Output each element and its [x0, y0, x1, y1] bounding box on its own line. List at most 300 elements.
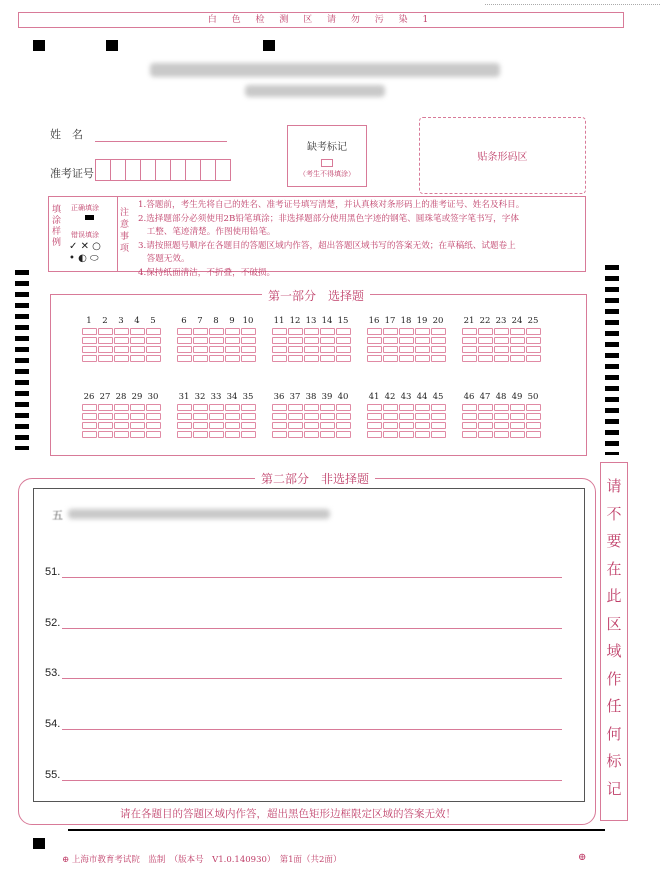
blurred-exam-subtitle — [245, 85, 385, 97]
question-number: 48 — [495, 392, 507, 402]
question-number: 33 — [210, 392, 222, 402]
answer-bubble-44-B[interactable] — [415, 413, 430, 420]
answer-bubble-1-D[interactable] — [82, 355, 97, 362]
answer-bubble-8-B[interactable] — [209, 337, 224, 344]
question-number: 39 — [321, 392, 333, 402]
answer-line[interactable] — [62, 728, 562, 730]
question-number: 40 — [337, 392, 349, 402]
answer-bubble-29-B[interactable] — [130, 413, 145, 420]
answer-bubble-23-D[interactable] — [494, 355, 509, 362]
question-number: 41 — [368, 392, 380, 402]
question-number: 25 — [527, 316, 539, 326]
answer-label: 55. — [45, 769, 61, 781]
answer-bubble-45-B[interactable] — [431, 413, 446, 420]
answer-bubble-21-C[interactable] — [462, 346, 477, 353]
answer-bubble-6-B[interactable] — [177, 337, 192, 344]
answer-bubble-47-D[interactable] — [478, 431, 493, 438]
answer-bubble-3-D[interactable] — [114, 355, 129, 362]
left-timing-marks — [15, 270, 29, 450]
answer-bubble-4-A[interactable] — [130, 328, 145, 335]
notice-line-2: 2.选择题部分必须使用2B铅笔填涂；非选择题部分使用黑色字迹的钢笔、圆珠笔或签字笔书写，字体 — [138, 213, 519, 224]
answer-bubble-4-C[interactable] — [130, 346, 145, 353]
answer-bubble-31-B[interactable] — [177, 413, 192, 420]
question-number: 3 — [118, 316, 124, 326]
question-number: 17 — [384, 316, 396, 326]
answer-bubble-34-D[interactable] — [225, 431, 240, 438]
alignment-mark — [33, 40, 45, 51]
bottom-warning: 请在各题目的答题区域内作答，超出黑色矩形边框限定区域的答案无效！ — [120, 808, 456, 820]
answer-bubble-36-D[interactable] — [272, 431, 287, 438]
answer-bubble-24-C[interactable] — [510, 346, 525, 353]
answer-bubble-32-D[interactable] — [193, 431, 208, 438]
notice-line-1: 1.答题前，考生先将自己的姓名、准考证号填写清楚，并认真核对条形码上的准考证号、姓名及科目。 — [138, 200, 525, 210]
answer-bubble-46-B[interactable] — [462, 413, 477, 420]
answer-bubble-39-C[interactable] — [320, 422, 335, 429]
answer-bubble-18-B[interactable] — [399, 337, 414, 344]
answer-bubble-7-C[interactable] — [193, 346, 208, 353]
answer-bubble-36-A[interactable] — [272, 404, 287, 411]
question-number: 27 — [99, 392, 111, 402]
answer-bubble-49-A[interactable] — [510, 404, 525, 411]
answer-bubble-13-C[interactable] — [304, 346, 319, 353]
answer-bubble-23-A[interactable] — [494, 328, 509, 335]
answer-line[interactable] — [62, 576, 562, 578]
answer-bubble-35-A[interactable] — [241, 404, 256, 411]
name-label: 姓 名 — [50, 128, 83, 141]
answer-bubble-36-B[interactable] — [272, 413, 287, 420]
wrong-mark-half-icon: ◐ — [78, 253, 87, 264]
answer-bubble-22-C[interactable] — [478, 346, 493, 353]
question-number: 50 — [527, 392, 539, 402]
question-number: 1 — [86, 316, 92, 326]
answer-bubble-22-A[interactable] — [478, 328, 493, 335]
answer-bubble-1-A[interactable] — [82, 328, 97, 335]
answer-bubble-5-C[interactable] — [146, 346, 161, 353]
wrong-mark-check-icon: ✓ — [69, 241, 78, 252]
blurred-exam-title — [150, 63, 500, 77]
answer-bubble-48-D[interactable] — [494, 431, 509, 438]
answer-bubble-50-C[interactable] — [526, 422, 541, 429]
answer-bubble-12-C[interactable] — [288, 346, 303, 353]
answer-bubble-14-C[interactable] — [320, 346, 335, 353]
answer-bubble-49-B[interactable] — [510, 413, 525, 420]
exam-id-label: 准考证号 — [50, 167, 94, 180]
answer-bubble-38-D[interactable] — [304, 431, 319, 438]
answer-bubble-6-C[interactable] — [177, 346, 192, 353]
sidebar-char: 作 — [606, 669, 622, 688]
answer-bubble-20-C[interactable] — [431, 346, 446, 353]
name-field[interactable] — [95, 140, 227, 142]
answer-bubble-47-B[interactable] — [478, 413, 493, 420]
answer-bubble-5-A[interactable] — [146, 328, 161, 335]
right-timing-marks — [605, 265, 619, 455]
answer-bubble-44-C[interactable] — [415, 422, 430, 429]
answer-bubble-38-B[interactable] — [304, 413, 319, 420]
answer-bubble-37-B[interactable] — [288, 413, 303, 420]
answer-bubble-34-C[interactable] — [225, 422, 240, 429]
question-number: 2 — [102, 316, 108, 326]
absent-mark-box — [287, 125, 367, 187]
answer-bubble-18-C[interactable] — [399, 346, 414, 353]
answer-bubble-20-D[interactable] — [431, 355, 446, 362]
answer-bubble-16-C[interactable] — [367, 346, 382, 353]
answer-bubble-10-C[interactable] — [241, 346, 256, 353]
wrong-fill-marks — [69, 241, 115, 265]
answer-bubble-19-C[interactable] — [415, 346, 430, 353]
answer-bubble-16-B[interactable] — [367, 337, 382, 344]
answer-bubble-27-B[interactable] — [98, 413, 113, 420]
answer-bubble-7-D[interactable] — [193, 355, 208, 362]
answer-bubble-33-C[interactable] — [209, 422, 224, 429]
question-number: 26 — [83, 392, 95, 402]
answer-bubble-42-B[interactable] — [383, 413, 398, 420]
answer-box — [33, 488, 585, 802]
answer-bubble-27-C[interactable] — [98, 422, 113, 429]
answer-bubble-12-D[interactable] — [288, 355, 303, 362]
answer-bubble-20-A[interactable] — [431, 328, 446, 335]
sidebar-char: 任 — [606, 697, 622, 715]
question-number: 18 — [400, 316, 412, 326]
question-number: 44 — [416, 392, 428, 402]
answer-bubble-27-D[interactable] — [98, 431, 113, 438]
answer-bubble-17-B[interactable] — [383, 337, 398, 344]
answer-bubble-24-B[interactable] — [510, 337, 525, 344]
answer-bubble-46-D[interactable] — [462, 431, 477, 438]
question-number: 5 — [150, 316, 156, 326]
notice-title: 注意事项 — [120, 208, 130, 254]
answer-bubble-37-D[interactable] — [288, 431, 303, 438]
answer-bubble-1-C[interactable] — [82, 346, 97, 353]
answer-bubble-19-B[interactable] — [415, 337, 430, 344]
answer-bubble-33-D[interactable] — [209, 431, 224, 438]
answer-bubble-37-C[interactable] — [288, 422, 303, 429]
wrong-mark-dot-icon: • — [69, 253, 75, 264]
answer-bubble-30-A[interactable] — [146, 404, 161, 411]
barcode-label: 贴条形码区 — [477, 152, 528, 163]
answer-bubble-39-D[interactable] — [320, 431, 335, 438]
answer-bubble-8-D[interactable] — [209, 355, 224, 362]
answer-bubble-38-A[interactable] — [304, 404, 319, 411]
answer-bubble-10-A[interactable] — [241, 328, 256, 335]
sidebar-char: 在 — [606, 559, 622, 578]
notice-line-6: 4.保持纸面清洁，不折叠，不破损。 — [138, 267, 276, 278]
answer-bubble-3-A[interactable] — [114, 328, 129, 335]
question-number: 28 — [115, 392, 127, 402]
answer-bubble-15-D[interactable] — [336, 355, 351, 362]
answer-bubble-33-B[interactable] — [209, 413, 224, 420]
answer-bubble-25-B[interactable] — [526, 337, 541, 344]
answer-bubble-26-B[interactable] — [82, 413, 97, 420]
question-number: 31 — [178, 392, 190, 402]
answer-bubble-49-D[interactable] — [510, 431, 525, 438]
answer-bubble-1-B[interactable] — [82, 337, 97, 344]
question-number: 10 — [242, 316, 254, 326]
answer-bubble-47-C[interactable] — [478, 422, 493, 429]
answer-bubble-30-C[interactable] — [146, 422, 161, 429]
answer-line[interactable] — [62, 779, 562, 781]
answer-bubble-9-C[interactable] — [225, 346, 240, 353]
answer-bubble-2-D[interactable] — [98, 355, 113, 362]
answer-bubble-43-A[interactable] — [399, 404, 414, 411]
answer-bubble-13-D[interactable] — [304, 355, 319, 362]
answer-bubble-22-B[interactable] — [478, 337, 493, 344]
answer-bubble-50-B[interactable] — [526, 413, 541, 420]
absent-checkbox — [321, 159, 333, 167]
answer-bubble-12-A[interactable] — [288, 328, 303, 335]
answer-bubble-35-C[interactable] — [241, 422, 256, 429]
absent-title: 缺考标记 — [307, 142, 347, 153]
exam-id-boxes[interactable] — [95, 159, 231, 181]
question-number: 29 — [131, 392, 143, 402]
answer-bubble-41-C[interactable] — [367, 422, 382, 429]
answer-label: 52. — [45, 617, 61, 629]
answer-bubble-40-A[interactable] — [336, 404, 351, 411]
answer-bubble-25-C[interactable] — [526, 346, 541, 353]
answer-bubble-34-B[interactable] — [225, 413, 240, 420]
answer-bubble-29-D[interactable] — [130, 431, 145, 438]
answer-bubble-11-B[interactable] — [272, 337, 287, 344]
answer-bubble-36-C[interactable] — [272, 422, 287, 429]
answer-bubble-9-D[interactable] — [225, 355, 240, 362]
answer-bubble-44-D[interactable] — [415, 431, 430, 438]
answer-bubble-5-B[interactable] — [146, 337, 161, 344]
correct-fill-mark — [85, 215, 94, 220]
answer-bubble-15-B[interactable] — [336, 337, 351, 344]
answer-bubble-3-C[interactable] — [114, 346, 129, 353]
white-detection-strip: 白 色 检 测 区 请 勿 污 染 1 — [18, 12, 624, 28]
answer-bubble-11-A[interactable] — [272, 328, 287, 335]
notice-lines — [138, 199, 583, 281]
answer-bubble-34-A[interactable] — [225, 404, 240, 411]
answer-bubble-15-C[interactable] — [336, 346, 351, 353]
absent-note: （考生不得填涂） — [299, 170, 355, 178]
answer-bubble-24-A[interactable] — [510, 328, 525, 335]
answer-bubble-37-A[interactable] — [288, 404, 303, 411]
answer-bubble-11-D[interactable] — [272, 355, 287, 362]
answer-bubble-25-D[interactable] — [526, 355, 541, 362]
part1-divider-left — [96, 294, 226, 295]
answer-bubble-47-A[interactable] — [478, 404, 493, 411]
answer-bubble-17-D[interactable] — [383, 355, 398, 362]
question-number: 47 — [479, 392, 491, 402]
answer-bubble-6-A[interactable] — [177, 328, 192, 335]
answer-bubble-40-C[interactable] — [336, 422, 351, 429]
answer-bubble-28-C[interactable] — [114, 422, 129, 429]
answer-bubble-28-B[interactable] — [114, 413, 129, 420]
question-number: 36 — [273, 392, 285, 402]
answer-bubble-14-B[interactable] — [320, 337, 335, 344]
question-number: 11 — [273, 316, 285, 326]
answer-bubble-14-A[interactable] — [320, 328, 335, 335]
answer-bubble-28-D[interactable] — [114, 431, 129, 438]
answer-bubble-45-D[interactable] — [431, 431, 446, 438]
footer-rule — [68, 829, 605, 831]
answer-bubble-42-D[interactable] — [383, 431, 398, 438]
answer-bubble-38-C[interactable] — [304, 422, 319, 429]
answer-bubble-2-B[interactable] — [98, 337, 113, 344]
answer-bubble-12-B[interactable] — [288, 337, 303, 344]
answer-bubble-19-D[interactable] — [415, 355, 430, 362]
question-number: 46 — [463, 392, 475, 402]
answer-bubble-48-A[interactable] — [494, 404, 509, 411]
part2-title: 第二部分 非选择题 — [255, 470, 375, 487]
sidebar-char: 何 — [606, 724, 622, 743]
answer-bubble-48-B[interactable] — [494, 413, 509, 420]
answer-bubble-31-C[interactable] — [177, 422, 192, 429]
part2-question-prefix: 五 — [52, 509, 63, 522]
answer-bubble-41-D[interactable] — [367, 431, 382, 438]
answer-bubble-27-A[interactable] — [98, 404, 113, 411]
answer-bubble-29-A[interactable] — [130, 404, 145, 411]
question-number: 15 — [337, 316, 349, 326]
wrong-mark-oval-icon: ⬭ — [90, 253, 99, 264]
answer-bubble-11-C[interactable] — [272, 346, 287, 353]
answer-bubble-26-A[interactable] — [82, 404, 97, 411]
answer-bubble-40-B[interactable] — [336, 413, 351, 420]
question-number: 43 — [400, 392, 412, 402]
answer-bubble-8-C[interactable] — [209, 346, 224, 353]
question-number: 4 — [134, 316, 140, 326]
answer-bubble-8-A[interactable] — [209, 328, 224, 335]
answer-bubble-4-D[interactable] — [130, 355, 145, 362]
notice-line-4: 3.请按照题号顺序在各题目的答题区域内作答，超出答题区域书写的答案无效；在草稿纸、试题卷上 — [138, 240, 516, 251]
answer-bubble-26-D[interactable] — [82, 431, 97, 438]
answer-label: 51. — [45, 566, 61, 578]
answer-bubble-10-B[interactable] — [241, 337, 256, 344]
footer-left: ⊕ 上海市教育考试院 监制 （版本号 V1.0.140930） 第1面（共2面） — [62, 855, 342, 865]
answer-bubble-50-A[interactable] — [526, 404, 541, 411]
answer-bubble-5-D[interactable] — [146, 355, 161, 362]
answer-bubble-16-D[interactable] — [367, 355, 382, 362]
alignment-mark — [263, 40, 275, 51]
question-number: 9 — [229, 316, 235, 326]
top-dotted-line — [485, 4, 660, 11]
answer-bubble-14-D[interactable] — [320, 355, 335, 362]
answer-bubble-17-A[interactable] — [383, 328, 398, 335]
answer-bubble-31-A[interactable] — [177, 404, 192, 411]
answer-bubble-13-A[interactable] — [304, 328, 319, 335]
question-number: 6 — [181, 316, 187, 326]
answer-bubble-22-D[interactable] — [478, 355, 493, 362]
sidebar-char: 域 — [606, 642, 622, 660]
answer-line[interactable] — [62, 627, 562, 629]
answer-bubble-35-B[interactable] — [241, 413, 256, 420]
answer-bubble-30-D[interactable] — [146, 431, 161, 438]
answer-bubble-15-A[interactable] — [336, 328, 351, 335]
answer-bubble-32-B[interactable] — [193, 413, 208, 420]
answer-bubble-7-B[interactable] — [193, 337, 208, 344]
alignment-mark — [106, 40, 118, 51]
no-mark-sidebar — [600, 462, 628, 821]
answer-bubble-33-A[interactable] — [209, 404, 224, 411]
answer-bubble-26-C[interactable] — [82, 422, 97, 429]
answer-bubble-7-A[interactable] — [193, 328, 208, 335]
answer-bubble-21-B[interactable] — [462, 337, 477, 344]
answer-bubble-18-D[interactable] — [399, 355, 414, 362]
answer-bubble-3-B[interactable] — [114, 337, 129, 344]
answer-bubble-23-B[interactable] — [494, 337, 509, 344]
answer-bubble-9-B[interactable] — [225, 337, 240, 344]
question-number: 20 — [432, 316, 444, 326]
notice-box — [116, 196, 586, 278]
answer-bubble-49-C[interactable] — [510, 422, 525, 429]
fill-example-title: 填涂样例 — [52, 205, 62, 248]
answer-bubble-39-A[interactable] — [320, 404, 335, 411]
answer-bubble-21-D[interactable] — [462, 355, 477, 362]
answer-bubble-25-A[interactable] — [526, 328, 541, 335]
answer-bubble-19-A[interactable] — [415, 328, 430, 335]
answer-bubble-20-B[interactable] — [431, 337, 446, 344]
answer-bubble-10-D[interactable] — [241, 355, 256, 362]
blurred-question-text — [68, 509, 330, 519]
answer-bubble-13-B[interactable] — [304, 337, 319, 344]
answer-bubble-45-C[interactable] — [431, 422, 446, 429]
question-number: 8 — [213, 316, 219, 326]
fill-example-box — [48, 196, 118, 272]
answer-bubble-2-A[interactable] — [98, 328, 113, 335]
answer-bubble-24-D[interactable] — [510, 355, 525, 362]
answer-bubble-40-D[interactable] — [336, 431, 351, 438]
answer-bubble-39-B[interactable] — [320, 413, 335, 420]
answer-bubble-35-D[interactable] — [241, 431, 256, 438]
part1-title: 第一部分 选择题 — [262, 287, 370, 304]
answer-bubble-28-A[interactable] — [114, 404, 129, 411]
answer-bubble-2-C[interactable] — [98, 346, 113, 353]
answer-bubble-32-A[interactable] — [193, 404, 208, 411]
alignment-mark — [33, 838, 45, 849]
sidebar-char: 区 — [606, 614, 622, 633]
answer-bubble-46-A[interactable] — [462, 404, 477, 411]
wrong-mark-cross-icon: ✕ — [80, 241, 89, 252]
question-number: 14 — [321, 316, 333, 326]
answer-bubble-31-D[interactable] — [177, 431, 192, 438]
answer-bubble-46-C[interactable] — [462, 422, 477, 429]
answer-bubble-50-D[interactable] — [526, 431, 541, 438]
answer-bubble-48-C[interactable] — [494, 422, 509, 429]
sidebar-char: 标 — [606, 752, 622, 770]
question-number: 34 — [226, 392, 238, 402]
answer-bubble-17-C[interactable] — [383, 346, 398, 353]
answer-bubble-42-C[interactable] — [383, 422, 398, 429]
answer-bubble-18-A[interactable] — [399, 328, 414, 335]
answer-line[interactable] — [62, 677, 562, 679]
answer-bubble-43-C[interactable] — [399, 422, 414, 429]
answer-bubble-43-D[interactable] — [399, 431, 414, 438]
answer-bubble-43-B[interactable] — [399, 413, 414, 420]
answer-bubble-45-A[interactable] — [431, 404, 446, 411]
barcode-area — [419, 117, 586, 194]
answer-bubble-6-D[interactable] — [177, 355, 192, 362]
answer-bubble-41-B[interactable] — [367, 413, 382, 420]
answer-bubble-41-A[interactable] — [367, 404, 382, 411]
sidebar-char: 要 — [606, 532, 622, 550]
notice-line-3: 工整、笔迹清楚。作图使用铅笔。 — [138, 227, 276, 238]
wrong-mark-circle-icon: ○ — [92, 241, 101, 252]
answer-bubble-44-A[interactable] — [415, 404, 430, 411]
question-number: 16 — [368, 316, 380, 326]
answer-bubble-30-B[interactable] — [146, 413, 161, 420]
answer-bubble-16-A[interactable] — [367, 328, 382, 335]
answer-bubble-29-C[interactable] — [130, 422, 145, 429]
correct-fill-label: 正确填涂 — [71, 204, 99, 212]
answer-bubble-42-A[interactable] — [383, 404, 398, 411]
answer-bubble-4-B[interactable] — [130, 337, 145, 344]
answer-bubble-23-C[interactable] — [494, 346, 509, 353]
sidebar-char: 不 — [606, 504, 622, 523]
answer-bubble-9-A[interactable] — [225, 328, 240, 335]
answer-bubble-21-A[interactable] — [462, 328, 477, 335]
answer-bubble-32-C[interactable] — [193, 422, 208, 429]
